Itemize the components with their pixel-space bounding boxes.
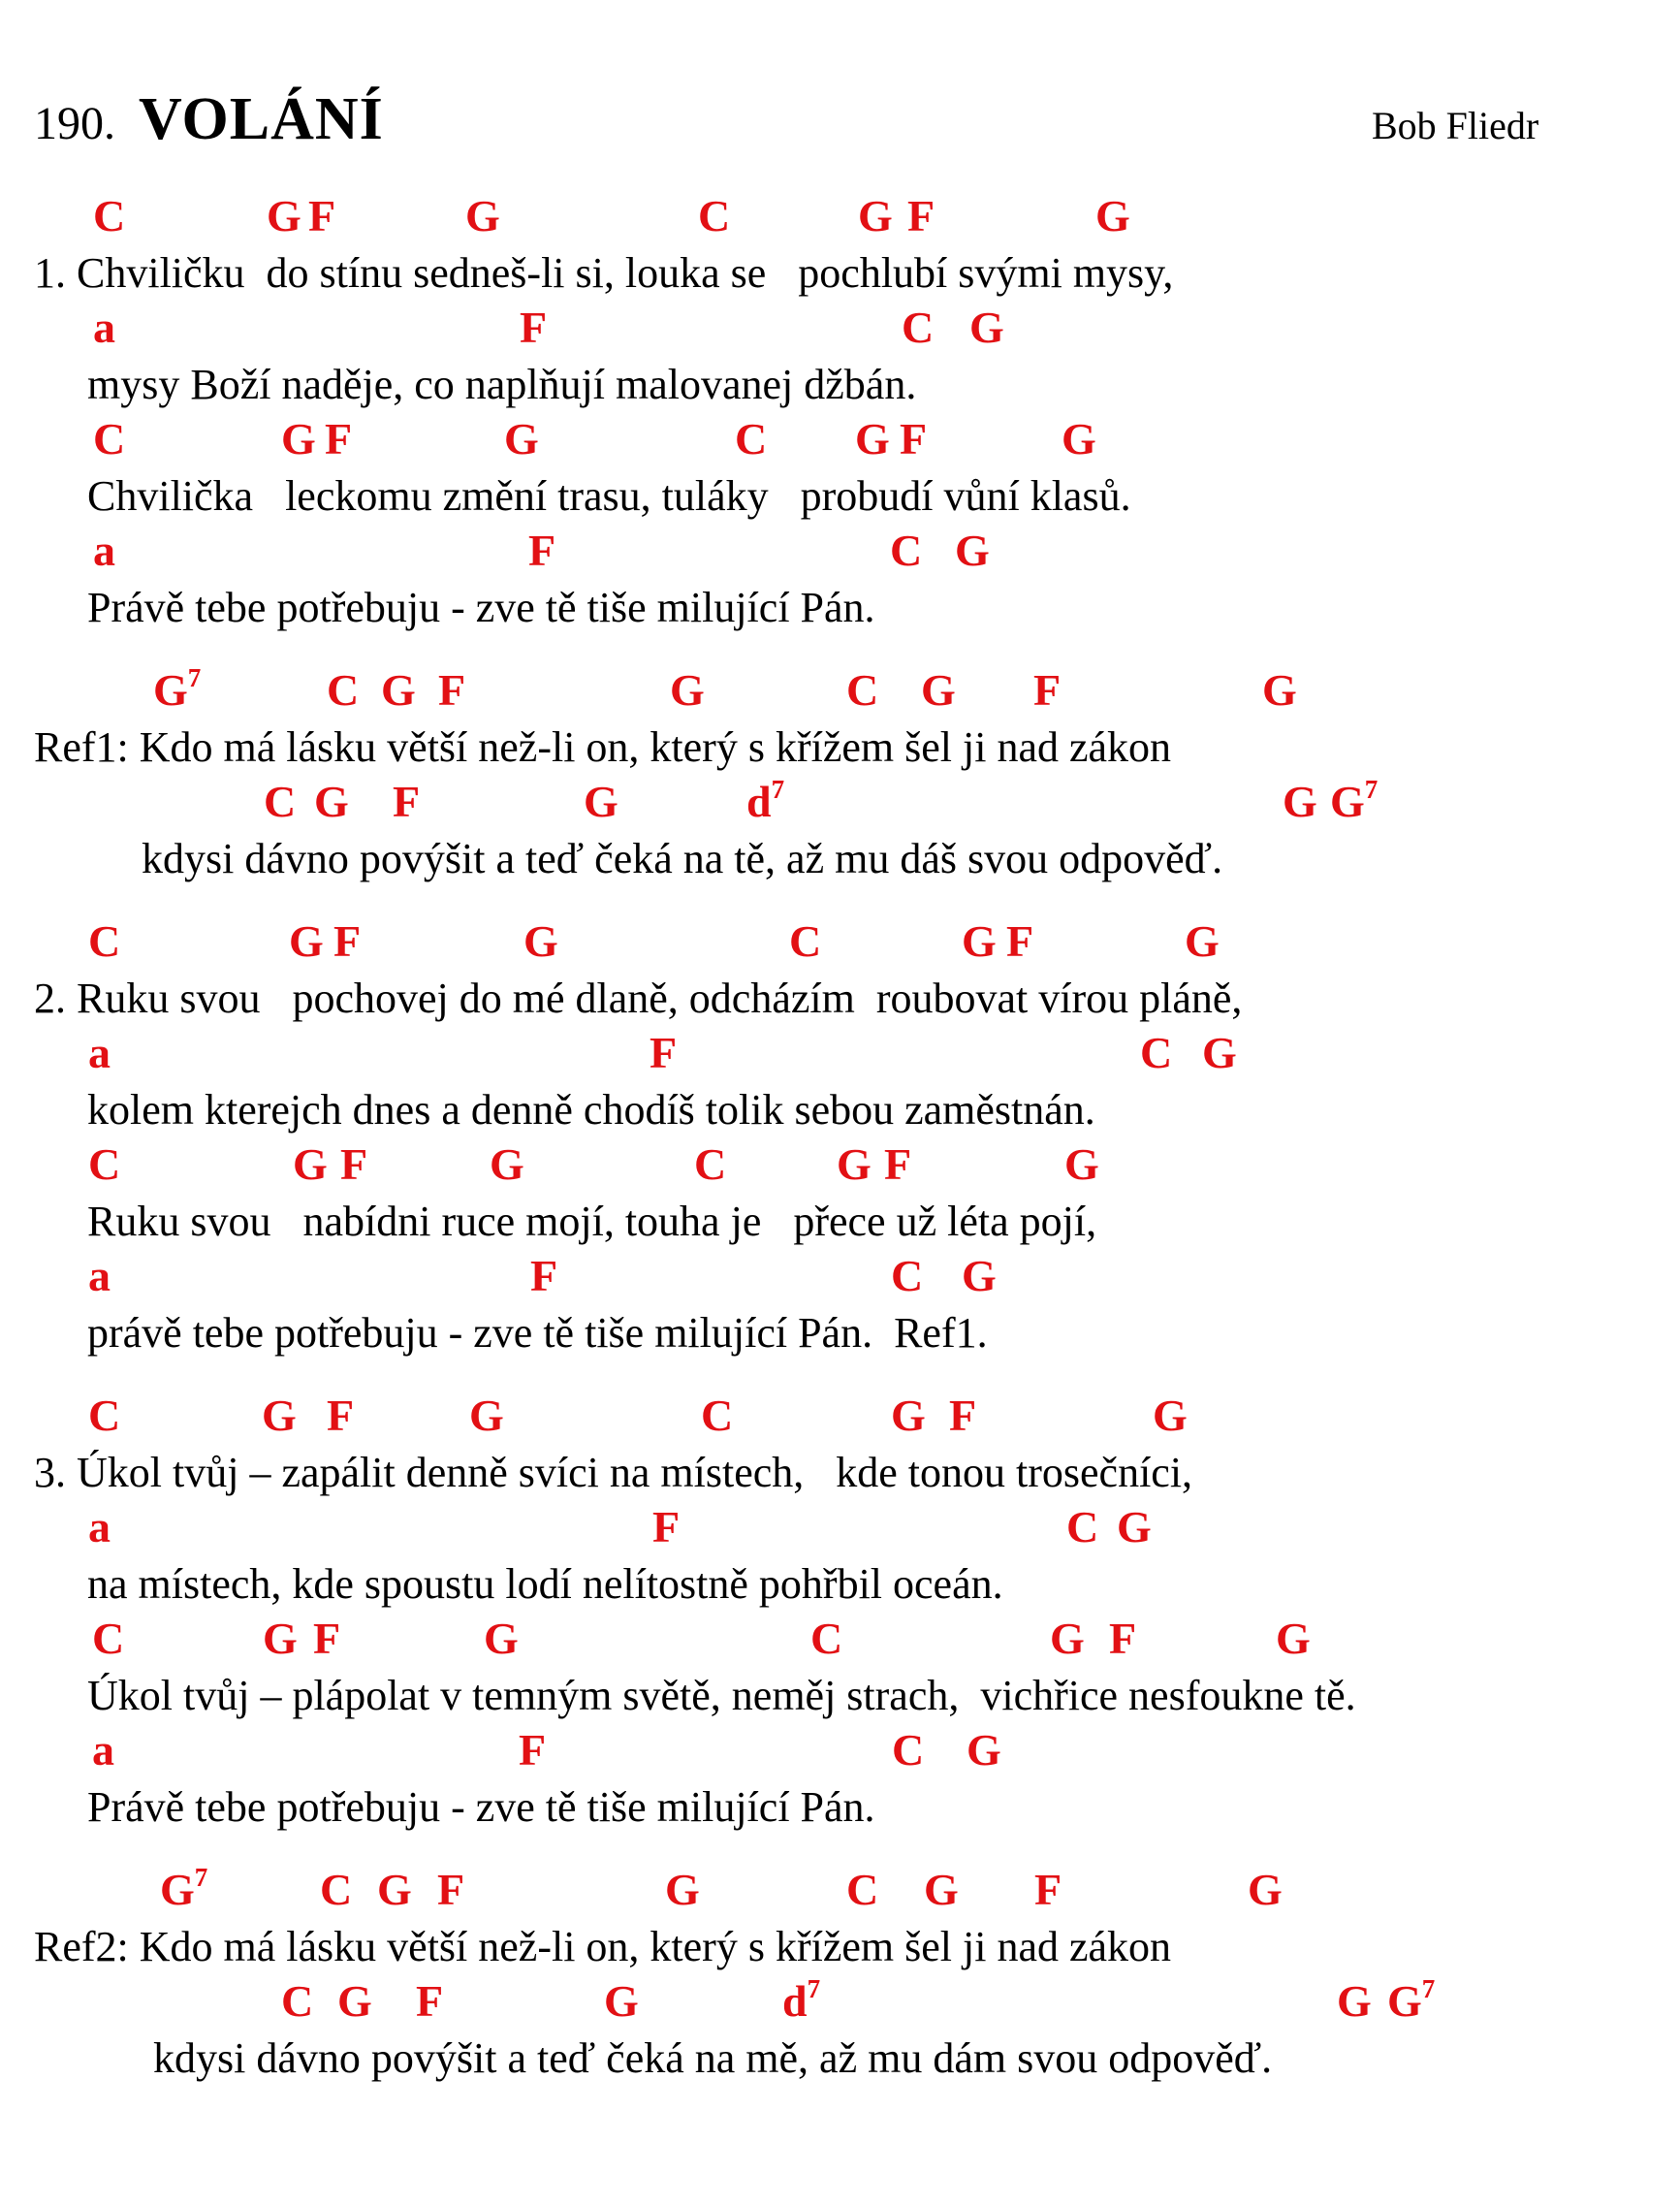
chord-line [0, 1726, 1680, 1782]
page-title: VOLÁNÍ [139, 86, 384, 152]
chord-line [0, 1391, 1680, 1448]
chord-line [0, 1615, 1680, 1671]
chord-symbol: C [892, 1725, 925, 1775]
lyric-text: 3. Úkol tvůj – zapálit denně svíci na místech, kde tonou trosečníci, [34, 1448, 1193, 1496]
chord-symbol: F [438, 665, 466, 715]
chord-symbol: F [1033, 665, 1062, 715]
chord-symbol: F [949, 1391, 977, 1440]
chord-line [0, 1140, 1680, 1197]
lyric-text: Ref2: Kdo má lásku větší než-li on, který s křížem šel ji nad zákon [34, 1922, 1172, 1970]
lyric-line [0, 1448, 1680, 1504]
chord-symbol: F [333, 916, 362, 966]
lyric-line [0, 1559, 1680, 1615]
lyric-text: Právě tebe potřebuju - zve tě tiše milující Pán. [87, 583, 875, 631]
lyric-text: Ref1: Kdo má lásku větší než-li on, který s křížem šel ji nad zákon [34, 722, 1172, 771]
chord-symbol: F [1034, 1865, 1062, 1914]
lyric-text: na místech, kde spoustu lodí nelítostně pohřbil oceán. [87, 1559, 1003, 1608]
chord-symbol: C [694, 1139, 727, 1189]
chord-symbol: a [93, 303, 115, 352]
lyric-text: Právě tebe potřebuju - zve tě tiše milující Pán. [87, 1782, 875, 1831]
chord-symbol: G [1153, 1391, 1188, 1440]
chord-symbol: F [528, 526, 556, 575]
chord-symbol: G [293, 1139, 328, 1189]
chord-symbol: G [1248, 1865, 1283, 1914]
chord-symbol: F [308, 191, 336, 240]
chord-symbol: G [670, 665, 705, 715]
chord-symbol: C [93, 191, 126, 240]
chord-symbol: C [698, 191, 731, 240]
lyric-line [0, 248, 1680, 304]
chord-symbol: G [490, 1139, 524, 1189]
chord-symbol: G [314, 777, 349, 826]
chord-symbol: F [313, 1614, 341, 1663]
chord-symbol: F [884, 1139, 912, 1189]
chord-symbol: C [264, 777, 297, 826]
chord-symbol: G [1276, 1614, 1311, 1663]
chord-line [0, 527, 1680, 583]
chord-symbol: G [858, 191, 893, 240]
chord-symbol: G [969, 303, 1004, 352]
chord-symbol: F [520, 303, 548, 352]
lyric-line [0, 1671, 1680, 1727]
chord-symbol: a [92, 1725, 114, 1775]
chord-symbol: $G^7$ [1387, 1974, 1436, 2026]
chord-symbol: F [1109, 1614, 1137, 1663]
chord-symbol: G [837, 1139, 872, 1189]
lyric-line [0, 1085, 1680, 1141]
lyric-text: kdysi dávno povýšit a teď čeká na tě, až mu dáš svou odpověď. [142, 834, 1223, 882]
chord-symbol: F [437, 1865, 465, 1914]
chord-symbol: G [469, 1391, 504, 1440]
chord-symbol: G [1283, 777, 1317, 826]
chord-symbol: $G^7$ [1330, 775, 1379, 826]
chord-symbol: G [665, 1865, 700, 1914]
chord-symbol: C [846, 665, 879, 715]
chord-line [0, 775, 1680, 834]
chord-symbol: G [1185, 916, 1220, 966]
chord-superscript: 7 [807, 1974, 821, 2003]
lyric-text: 1. Chviličku do stínu sedneš-li si, louka se pochlubí svými mysy, [34, 248, 1174, 297]
chord-line [0, 917, 1680, 974]
chord-symbol: C [846, 1865, 879, 1914]
chord-symbol: G [962, 916, 997, 966]
lyric-line [0, 1308, 1680, 1364]
chord-symbol: $d^7$ [782, 1974, 821, 2026]
lyric-text: právě tebe potřebuju - zve tě tiše milující Pán. Ref1. [87, 1308, 988, 1357]
chord-symbol: F [325, 414, 353, 464]
chord-symbol: G [1064, 1139, 1099, 1189]
chord-symbol: G [921, 665, 956, 715]
lyric-line [0, 974, 1680, 1030]
chord-superscript: 7 [1364, 775, 1379, 804]
lyric-line [0, 1922, 1680, 1978]
chord-symbol: G [262, 1391, 297, 1440]
chord-line [0, 663, 1680, 722]
lyric-line [0, 2033, 1680, 2090]
chord-symbol: C [281, 1976, 314, 2026]
chord-symbol: F [327, 1391, 355, 1440]
chord-symbol: G [523, 916, 558, 966]
chord-symbol: $G^7$ [160, 1863, 208, 1914]
chord-symbol: F [416, 1976, 444, 2026]
chord-symbol: G [604, 1976, 639, 2026]
lyric-text: kolem kterejch dnes a denně chodíš tolik sebou zaměstnán. [87, 1085, 1095, 1134]
chord-line [0, 1503, 1680, 1559]
chord-symbol: G [1262, 665, 1297, 715]
chord-symbol: G [967, 1725, 1001, 1775]
chord-symbol: C [789, 916, 822, 966]
chord-symbol: $G^7$ [153, 663, 202, 715]
chord-line [0, 1863, 1680, 1922]
chord-symbol: C [701, 1391, 734, 1440]
chord-symbol: F [340, 1139, 368, 1189]
chord-symbol: G [962, 1251, 997, 1300]
lyric-line [0, 722, 1680, 779]
chord-superscript: 7 [771, 775, 785, 804]
chord-symbol: G [1095, 191, 1130, 240]
lyric-line [0, 471, 1680, 528]
chord-symbol: a [93, 526, 115, 575]
chord-symbol: C [327, 665, 360, 715]
chord-symbol: G [1117, 1502, 1152, 1551]
chord-symbol: G [504, 414, 539, 464]
chord-symbol: C [1066, 1502, 1099, 1551]
chord-symbol: G [855, 414, 890, 464]
chord-symbol: F [652, 1502, 681, 1551]
chord-symbol: G [281, 414, 316, 464]
lyric-text: mysy Boží naděje, co naplňují malovanej džbán. [87, 360, 917, 408]
chord-symbol: C [88, 916, 121, 966]
chord-symbol: G [484, 1614, 519, 1663]
chord-symbol: G [267, 191, 301, 240]
chord-symbol: C [320, 1865, 353, 1914]
chord-symbol: G [955, 526, 990, 575]
chord-symbol: C [1140, 1028, 1173, 1077]
lyric-text: Ruku svou nabídni ruce mojí, touha je přece už léta pojí, [87, 1197, 1097, 1245]
chord-symbol: C [88, 1391, 121, 1440]
lyric-text: 2. Ruku svou pochovej do mé dlaně, odcházím roubovat vírou pláně, [34, 974, 1243, 1022]
chord-symbol: a [88, 1028, 111, 1077]
chord-symbol: G [465, 191, 500, 240]
chord-line [0, 1252, 1680, 1308]
chord-superscript: 7 [1421, 1974, 1436, 2003]
chord-symbol: a [88, 1251, 111, 1300]
chord-symbol: $d^7$ [746, 775, 785, 826]
song-number: 190. [34, 98, 115, 149]
lyric-text: Chvilička leckomu změní trasu, tuláky probudí vůní klasů. [87, 471, 1131, 520]
chord-symbol: F [393, 777, 421, 826]
lyric-text: Úkol tvůj – plápolat v temným světě, neměj strach, vichřice nesfoukne tě. [87, 1671, 1356, 1719]
author-name: Bob Fliedr [1372, 104, 1539, 147]
chord-symbol: C [92, 1614, 125, 1663]
lyric-line [0, 1197, 1680, 1253]
chord-line [0, 304, 1680, 360]
chord-symbol: C [810, 1614, 843, 1663]
chord-symbol: G [924, 1865, 959, 1914]
chord-symbol: F [907, 191, 935, 240]
chord-symbol: F [530, 1251, 558, 1300]
lyric-line [0, 583, 1680, 639]
chord-symbol: C [890, 526, 923, 575]
chord-symbol: G [1062, 414, 1096, 464]
chord-symbol: G [337, 1976, 372, 2026]
lyric-line [0, 834, 1680, 890]
chord-symbol: G [381, 665, 416, 715]
chord-symbol: C [88, 1139, 121, 1189]
chord-symbol: G [891, 1391, 926, 1440]
chord-line [0, 415, 1680, 471]
chord-symbol: F [1006, 916, 1034, 966]
chord-symbol: C [902, 303, 935, 352]
chord-symbol: a [88, 1502, 111, 1551]
chord-line [0, 1974, 1680, 2033]
lyric-line [0, 360, 1680, 416]
chord-line [0, 1029, 1680, 1085]
chord-symbol: G [584, 777, 618, 826]
chord-symbol: C [93, 414, 126, 464]
chord-symbol: C [735, 414, 768, 464]
lyric-line [0, 1782, 1680, 1839]
chord-superscript: 7 [194, 1863, 208, 1892]
chord-symbol: G [263, 1614, 298, 1663]
chord-superscript: 7 [187, 663, 202, 692]
chord-symbol: F [650, 1028, 678, 1077]
chord-symbol: G [1050, 1614, 1085, 1663]
chord-symbol: F [900, 414, 928, 464]
chord-symbol: G [1337, 1976, 1372, 2026]
chord-symbol: G [1202, 1028, 1237, 1077]
chord-line [0, 192, 1680, 248]
chord-symbol: G [289, 916, 324, 966]
chord-symbol: G [377, 1865, 412, 1914]
chord-symbol: F [519, 1725, 547, 1775]
chord-symbol: C [891, 1251, 924, 1300]
lyric-text: kdysi dávno povýšit a teď čeká na mě, až mu dám svou odpověď. [153, 2033, 1273, 2082]
